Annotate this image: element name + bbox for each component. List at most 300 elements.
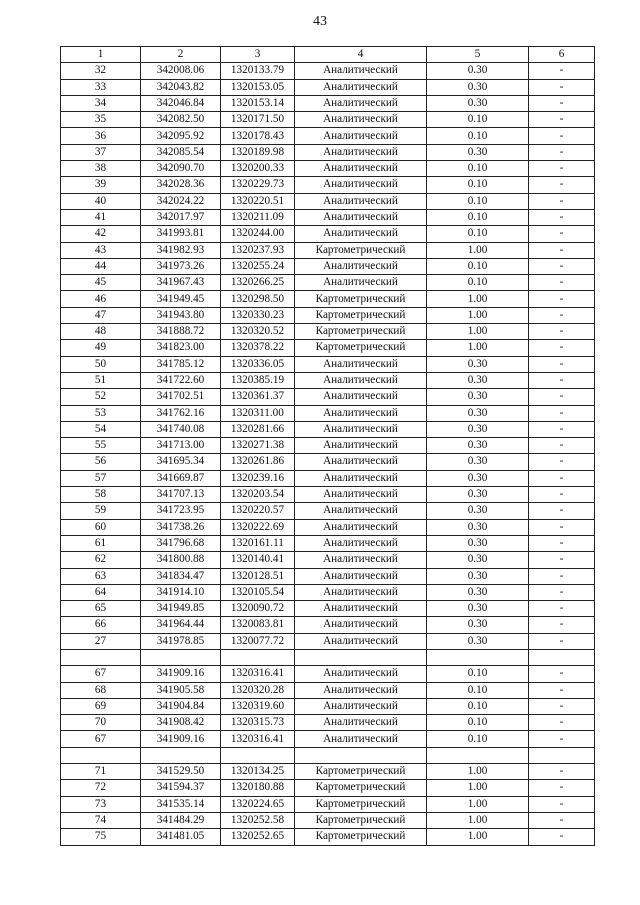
accuracy-cell: 0.30: [427, 568, 529, 584]
accuracy-cell: 1.00: [427, 340, 529, 356]
note-cell: -: [529, 454, 595, 470]
y-coordinate-cell: 1320222.69: [221, 519, 295, 535]
x-coordinate-cell: 341722.60: [141, 372, 221, 388]
method-cell: Картометрический: [295, 242, 427, 258]
note-cell: -: [529, 193, 595, 209]
table-row: [61, 633, 595, 649]
point-number-cell: 35: [61, 112, 141, 128]
method-cell: Картометрический: [295, 340, 427, 356]
note-cell: -: [529, 128, 595, 144]
method-cell: Аналитический: [295, 470, 427, 486]
method-cell: Аналитический: [295, 161, 427, 177]
x-coordinate-cell: 341669.87: [141, 470, 221, 486]
point-number-cell: 32: [61, 63, 141, 79]
y-coordinate-cell: 1320134.25: [221, 764, 295, 780]
note-cell: -: [529, 780, 595, 796]
note-cell: -: [529, 372, 595, 388]
accuracy-cell: 1.00: [427, 812, 529, 828]
table-row: [61, 666, 595, 682]
point-number-cell: 67: [61, 731, 141, 747]
point-number-cell: 75: [61, 829, 141, 845]
method-cell: Аналитический: [295, 405, 427, 421]
x-coordinate-cell: 341964.44: [141, 617, 221, 633]
method-cell: Картометрический: [295, 324, 427, 340]
y-coordinate-cell: 1320153.05: [221, 79, 295, 95]
table-row: [61, 698, 595, 714]
note-cell: -: [529, 275, 595, 291]
x-coordinate-cell: 341973.26: [141, 258, 221, 274]
method-cell: Аналитический: [295, 503, 427, 519]
point-number-cell: 61: [61, 535, 141, 551]
table-row: [61, 389, 595, 405]
accuracy-cell: 0.30: [427, 372, 529, 388]
x-coordinate-cell: 342090.70: [141, 161, 221, 177]
note-cell: -: [529, 356, 595, 372]
point-number-cell: 44: [61, 258, 141, 274]
note-cell: -: [529, 584, 595, 600]
note-cell: -: [529, 617, 595, 633]
point-number-cell: 73: [61, 796, 141, 812]
method-cell: Картометрический: [295, 291, 427, 307]
point-number-cell: 68: [61, 682, 141, 698]
point-number-cell: 50: [61, 356, 141, 372]
note-cell: -: [529, 177, 595, 193]
table-row: [61, 812, 595, 828]
method-cell: Аналитический: [295, 421, 427, 437]
method-cell: Аналитический: [295, 682, 427, 698]
note-cell: -: [529, 812, 595, 828]
note-cell: -: [529, 112, 595, 128]
accuracy-cell: 0.30: [427, 503, 529, 519]
accuracy-cell: 1.00: [427, 764, 529, 780]
table-row: [61, 209, 595, 225]
x-coordinate-cell: 341943.80: [141, 307, 221, 323]
y-coordinate-cell: 1320316.41: [221, 666, 295, 682]
accuracy-cell: 0.30: [427, 487, 529, 503]
x-coordinate-cell: 342017.97: [141, 209, 221, 225]
accuracy-cell: 0.10: [427, 177, 529, 193]
point-number-cell: [61, 747, 141, 763]
point-number-cell: 56: [61, 454, 141, 470]
accuracy-cell: 0.30: [427, 95, 529, 111]
point-number-cell: 45: [61, 275, 141, 291]
point-number-cell: 38: [61, 161, 141, 177]
note-cell: -: [529, 226, 595, 242]
y-coordinate-cell: 1320261.86: [221, 454, 295, 470]
method-cell: Аналитический: [295, 698, 427, 714]
table-row: [61, 372, 595, 388]
coordinates-table: [60, 46, 595, 846]
method-cell: Аналитический: [295, 144, 427, 160]
table-row: [61, 584, 595, 600]
note-cell: -: [529, 764, 595, 780]
accuracy-cell: 1.00: [427, 307, 529, 323]
x-coordinate-cell: 341535.14: [141, 796, 221, 812]
method-cell: Аналитический: [295, 584, 427, 600]
x-coordinate-cell: 341707.13: [141, 487, 221, 503]
point-number-cell: 71: [61, 764, 141, 780]
table-row: [61, 405, 595, 421]
point-number-cell: 72: [61, 780, 141, 796]
method-cell: Картометрический: [295, 780, 427, 796]
y-coordinate-cell: 1320211.09: [221, 209, 295, 225]
x-coordinate-cell: 341982.93: [141, 242, 221, 258]
x-coordinate-cell: [141, 649, 221, 665]
column-header-4: 4: [295, 47, 427, 63]
accuracy-cell: 0.30: [427, 405, 529, 421]
method-cell: Аналитический: [295, 633, 427, 649]
point-number-cell: 40: [61, 193, 141, 209]
table-row: [61, 552, 595, 568]
point-number-cell: 37: [61, 144, 141, 160]
accuracy-cell: 1.00: [427, 796, 529, 812]
point-number-cell: 39: [61, 177, 141, 193]
x-coordinate-cell: 341909.16: [141, 666, 221, 682]
table-body: [61, 63, 595, 845]
y-coordinate-cell: 1320311.00: [221, 405, 295, 421]
x-coordinate-cell: 341594.37: [141, 780, 221, 796]
x-coordinate-cell: 341888.72: [141, 324, 221, 340]
accuracy-cell: 0.10: [427, 161, 529, 177]
accuracy-cell: 0.30: [427, 519, 529, 535]
point-number-cell: 51: [61, 372, 141, 388]
x-coordinate-cell: 341723.95: [141, 503, 221, 519]
point-number-cell: 42: [61, 226, 141, 242]
accuracy-cell: [427, 649, 529, 665]
table-row: [61, 731, 595, 747]
x-coordinate-cell: 341909.16: [141, 731, 221, 747]
table-row: [61, 307, 595, 323]
y-coordinate-cell: 1320171.50: [221, 112, 295, 128]
point-number-cell: 64: [61, 584, 141, 600]
method-cell: Аналитический: [295, 715, 427, 731]
note-cell: -: [529, 421, 595, 437]
point-number-cell: 53: [61, 405, 141, 421]
accuracy-cell: 1.00: [427, 242, 529, 258]
note-cell: -: [529, 633, 595, 649]
point-number-cell: 63: [61, 568, 141, 584]
y-coordinate-cell: [221, 649, 295, 665]
point-number-cell: 59: [61, 503, 141, 519]
x-coordinate-cell: 341785.12: [141, 356, 221, 372]
note-cell: -: [529, 63, 595, 79]
method-cell: Аналитический: [295, 519, 427, 535]
table-row: [61, 128, 595, 144]
note-cell: -: [529, 389, 595, 405]
method-cell: Аналитический: [295, 226, 427, 242]
table-row: [61, 161, 595, 177]
table-row: [61, 796, 595, 812]
note-cell: -: [529, 307, 595, 323]
accuracy-cell: 0.10: [427, 193, 529, 209]
table-row: [61, 275, 595, 291]
x-coordinate-cell: 342085.54: [141, 144, 221, 160]
method-cell: Картометрический: [295, 307, 427, 323]
table-row: [61, 177, 595, 193]
table-row: [61, 682, 595, 698]
note-cell: -: [529, 161, 595, 177]
point-number-cell: 74: [61, 812, 141, 828]
x-coordinate-cell: 342008.06: [141, 63, 221, 79]
table-separator-row: [61, 747, 595, 763]
y-coordinate-cell: 1320105.54: [221, 584, 295, 600]
method-cell: Аналитический: [295, 209, 427, 225]
method-cell: Картометрический: [295, 764, 427, 780]
accuracy-cell: 0.30: [427, 356, 529, 372]
note-cell: -: [529, 242, 595, 258]
method-cell: Аналитический: [295, 63, 427, 79]
note-cell: -: [529, 552, 595, 568]
x-coordinate-cell: 341762.16: [141, 405, 221, 421]
x-coordinate-cell: 341904.84: [141, 698, 221, 714]
table-row: [61, 193, 595, 209]
note-cell: -: [529, 79, 595, 95]
y-coordinate-cell: 1320281.66: [221, 421, 295, 437]
y-coordinate-cell: 1320244.00: [221, 226, 295, 242]
accuracy-cell: 0.10: [427, 112, 529, 128]
accuracy-cell: 0.10: [427, 226, 529, 242]
point-number-cell: 43: [61, 242, 141, 258]
note-cell: -: [529, 731, 595, 747]
x-coordinate-cell: 342082.50: [141, 112, 221, 128]
x-coordinate-cell: 341993.81: [141, 226, 221, 242]
table-row: [61, 601, 595, 617]
accuracy-cell: 1.00: [427, 291, 529, 307]
table-row: [61, 829, 595, 845]
table-row: [61, 780, 595, 796]
x-coordinate-cell: 341800.88: [141, 552, 221, 568]
note-cell: -: [529, 470, 595, 486]
method-cell: Аналитический: [295, 389, 427, 405]
y-coordinate-cell: 1320128.51: [221, 568, 295, 584]
method-cell: [295, 747, 427, 763]
y-coordinate-cell: 1320361.37: [221, 389, 295, 405]
note-cell: -: [529, 503, 595, 519]
table-row: [61, 503, 595, 519]
point-number-cell: 55: [61, 438, 141, 454]
column-header-2: 2: [141, 47, 221, 63]
method-cell: Аналитический: [295, 275, 427, 291]
table-row: [61, 764, 595, 780]
accuracy-cell: 0.10: [427, 258, 529, 274]
accuracy-cell: [427, 747, 529, 763]
accuracy-cell: 0.10: [427, 666, 529, 682]
point-number-cell: 46: [61, 291, 141, 307]
table-row: [61, 487, 595, 503]
note-cell: -: [529, 535, 595, 551]
y-coordinate-cell: 1320203.54: [221, 487, 295, 503]
note-cell: -: [529, 519, 595, 535]
x-coordinate-cell: 341823.00: [141, 340, 221, 356]
x-coordinate-cell: 341740.08: [141, 421, 221, 437]
x-coordinate-cell: 342095.92: [141, 128, 221, 144]
point-number-cell: 36: [61, 128, 141, 144]
note-cell: -: [529, 601, 595, 617]
point-number-cell: 62: [61, 552, 141, 568]
note-cell: -: [529, 405, 595, 421]
y-coordinate-cell: 1320320.52: [221, 324, 295, 340]
accuracy-cell: 0.30: [427, 438, 529, 454]
x-coordinate-cell: 342024.22: [141, 193, 221, 209]
y-coordinate-cell: 1320140.41: [221, 552, 295, 568]
y-coordinate-cell: 1320320.28: [221, 682, 295, 698]
table-row: [61, 421, 595, 437]
y-coordinate-cell: 1320220.57: [221, 503, 295, 519]
table-row: [61, 63, 595, 79]
note-cell: -: [529, 666, 595, 682]
accuracy-cell: 0.30: [427, 552, 529, 568]
y-coordinate-cell: 1320229.73: [221, 177, 295, 193]
y-coordinate-cell: 1320083.81: [221, 617, 295, 633]
y-coordinate-cell: 1320255.24: [221, 258, 295, 274]
table-row: [61, 340, 595, 356]
method-cell: Аналитический: [295, 617, 427, 633]
y-coordinate-cell: 1320316.41: [221, 731, 295, 747]
table-row: [61, 324, 595, 340]
y-coordinate-cell: 1320180.88: [221, 780, 295, 796]
y-coordinate-cell: 1320178.43: [221, 128, 295, 144]
accuracy-cell: 0.30: [427, 601, 529, 617]
y-coordinate-cell: 1320252.65: [221, 829, 295, 845]
table-row: [61, 470, 595, 486]
point-number-cell: 57: [61, 470, 141, 486]
method-cell: Аналитический: [295, 454, 427, 470]
accuracy-cell: 0.30: [427, 470, 529, 486]
x-coordinate-cell: 341796.68: [141, 535, 221, 551]
y-coordinate-cell: 1320266.25: [221, 275, 295, 291]
column-header-3: 3: [221, 47, 295, 63]
y-coordinate-cell: 1320330.23: [221, 307, 295, 323]
table-row: [61, 258, 595, 274]
note-cell: -: [529, 95, 595, 111]
x-coordinate-cell: 341834.47: [141, 568, 221, 584]
point-number-cell: 48: [61, 324, 141, 340]
y-coordinate-cell: 1320271.38: [221, 438, 295, 454]
x-coordinate-cell: 341702.51: [141, 389, 221, 405]
note-cell: -: [529, 438, 595, 454]
x-coordinate-cell: 341949.85: [141, 601, 221, 617]
method-cell: Аналитический: [295, 95, 427, 111]
table-row: [61, 144, 595, 160]
table-row: [61, 356, 595, 372]
accuracy-cell: 0.30: [427, 63, 529, 79]
x-coordinate-cell: 341949.45: [141, 291, 221, 307]
point-number-cell: 58: [61, 487, 141, 503]
y-coordinate-cell: 1320237.93: [221, 242, 295, 258]
table-row: [61, 617, 595, 633]
note-cell: [529, 649, 595, 665]
x-coordinate-cell: 341978.85: [141, 633, 221, 649]
note-cell: -: [529, 829, 595, 845]
table-row: [61, 242, 595, 258]
accuracy-cell: 0.30: [427, 617, 529, 633]
point-number-cell: 49: [61, 340, 141, 356]
point-number-cell: 65: [61, 601, 141, 617]
note-cell: -: [529, 796, 595, 812]
note-cell: -: [529, 698, 595, 714]
method-cell: Аналитический: [295, 552, 427, 568]
y-coordinate-cell: 1320252.58: [221, 812, 295, 828]
x-coordinate-cell: 342043.82: [141, 79, 221, 95]
method-cell: Аналитический: [295, 258, 427, 274]
method-cell: [295, 649, 427, 665]
x-coordinate-cell: 341914.10: [141, 584, 221, 600]
note-cell: -: [529, 568, 595, 584]
accuracy-cell: 0.10: [427, 128, 529, 144]
table-row: [61, 568, 595, 584]
table-row: [61, 291, 595, 307]
method-cell: Аналитический: [295, 79, 427, 95]
method-cell: Аналитический: [295, 568, 427, 584]
table-row: [61, 438, 595, 454]
point-number-cell: [61, 649, 141, 665]
y-coordinate-cell: 1320378.22: [221, 340, 295, 356]
method-cell: Аналитический: [295, 372, 427, 388]
accuracy-cell: 0.10: [427, 275, 529, 291]
method-cell: Аналитический: [295, 128, 427, 144]
note-cell: -: [529, 715, 595, 731]
x-coordinate-cell: 342028.36: [141, 177, 221, 193]
table-row: [61, 79, 595, 95]
accuracy-cell: 1.00: [427, 780, 529, 796]
accuracy-cell: 0.30: [427, 535, 529, 551]
accuracy-cell: 0.30: [427, 144, 529, 160]
x-coordinate-cell: 341967.43: [141, 275, 221, 291]
y-coordinate-cell: 1320090.72: [221, 601, 295, 617]
method-cell: Аналитический: [295, 535, 427, 551]
column-header-5: 5: [427, 47, 529, 63]
method-cell: Картометрический: [295, 829, 427, 845]
table-row: [61, 454, 595, 470]
y-coordinate-cell: [221, 747, 295, 763]
accuracy-cell: 0.30: [427, 454, 529, 470]
y-coordinate-cell: 1320224.65: [221, 796, 295, 812]
y-coordinate-cell: 1320200.33: [221, 161, 295, 177]
accuracy-cell: 1.00: [427, 324, 529, 340]
accuracy-cell: 0.10: [427, 715, 529, 731]
point-number-cell: 54: [61, 421, 141, 437]
table-row: [61, 519, 595, 535]
note-cell: -: [529, 258, 595, 274]
column-header-6: 6: [529, 47, 595, 63]
accuracy-cell: 0.10: [427, 698, 529, 714]
y-coordinate-cell: 1320239.16: [221, 470, 295, 486]
accuracy-cell: 0.10: [427, 209, 529, 225]
method-cell: Аналитический: [295, 193, 427, 209]
method-cell: Картометрический: [295, 796, 427, 812]
method-cell: Аналитический: [295, 438, 427, 454]
y-coordinate-cell: 1320153.14: [221, 95, 295, 111]
point-number-cell: 34: [61, 95, 141, 111]
point-number-cell: 60: [61, 519, 141, 535]
note-cell: -: [529, 144, 595, 160]
table-row: [61, 112, 595, 128]
method-cell: Аналитический: [295, 666, 427, 682]
accuracy-cell: 0.10: [427, 731, 529, 747]
method-cell: Аналитический: [295, 177, 427, 193]
table-row: [61, 95, 595, 111]
table-separator-row: [61, 649, 595, 665]
x-coordinate-cell: 341905.58: [141, 682, 221, 698]
note-cell: -: [529, 324, 595, 340]
x-coordinate-cell: 342046.84: [141, 95, 221, 111]
note-cell: -: [529, 340, 595, 356]
accuracy-cell: 0.30: [427, 584, 529, 600]
y-coordinate-cell: 1320385.19: [221, 372, 295, 388]
y-coordinate-cell: 1320336.05: [221, 356, 295, 372]
point-number-cell: 66: [61, 617, 141, 633]
point-number-cell: 47: [61, 307, 141, 323]
